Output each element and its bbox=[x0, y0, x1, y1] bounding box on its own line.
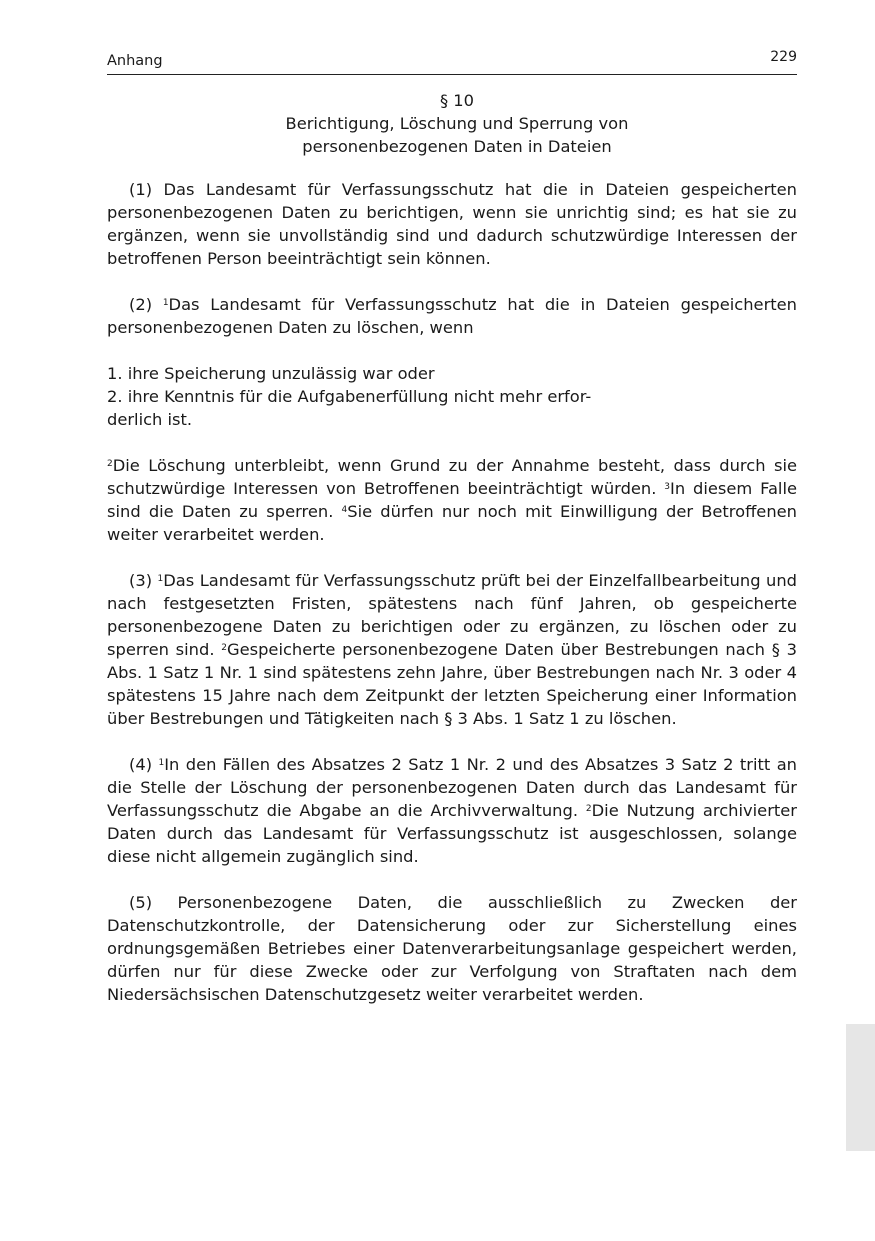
sentence-number: 1 bbox=[162, 298, 169, 308]
sentence-text: In diesem Falle sind die Daten zu sperren. bbox=[107, 479, 797, 521]
paragraph-number: § 10 bbox=[439, 91, 475, 110]
page-number: 229 bbox=[770, 49, 797, 65]
thumb-index-tab bbox=[846, 1024, 875, 1151]
body-text bbox=[107, 178, 797, 1029]
absatz-number: (4) bbox=[129, 755, 159, 774]
sentence-text: Die Löschung unterbleibt, wenn Grund zu der Annahme besteht, dass durch sie schutzwürdige Interessen von Betroffenen beeinträchtigt würden. bbox=[107, 456, 797, 498]
sentence-number: 4 bbox=[341, 505, 348, 515]
sentence-number: 2 bbox=[107, 459, 113, 469]
sentence-text: Die Nutzung archivierter Daten durch das Landesamt für Verfassungsschutz ist ausgeschlossen, solange diese nicht allgemein zugänglich sind. bbox=[107, 801, 797, 866]
heading-line-2: personenbezogenen Daten in Dateien bbox=[302, 137, 612, 156]
running-header bbox=[107, 49, 797, 75]
absatz-1: (1) Das Landesamt für Verfassungsschutz hat die in Dateien gespeicherten personenbezogenen Daten zu berichtigen, wenn sie unrichtig sind; es hat sie zu ergänzen, wenn sie unvollständig sind und dadurch schutzwürdige Interessen der betroffenen Person beeinträchtigt sein können. bbox=[107, 180, 797, 268]
sentence-number: 1 bbox=[157, 574, 164, 584]
heading-line-1: Berichtigung, Löschung und Sperrung von bbox=[285, 114, 629, 133]
list-item: derlich ist. bbox=[107, 410, 193, 429]
sentence-text: Das Landesamt für Verfassungsschutz hat die in Dateien gespeicherten personenbezogenen Daten zu löschen, wenn bbox=[107, 295, 797, 337]
list-item: 2. ihre Kenntnis für die Aufgabenerfüllung nicht mehr erfor- bbox=[107, 387, 592, 406]
absatz-4 bbox=[107, 753, 797, 868]
absatz-2-continuation bbox=[107, 454, 797, 546]
sentence-number: 3 bbox=[664, 482, 671, 492]
sentence-text: Sie dürfen nur noch mit Einwilligung der Betroffenen weiter verarbeitet werden. bbox=[107, 502, 797, 544]
absatz-2-intro bbox=[107, 293, 797, 339]
sentence-text: Das Landesamt für Verfassungsschutz prüft bei der Einzelfallbearbeitung und nach festgesetzten Fristen, spätestens nach fünf Jahren, ob gespeicherte personenbezogene Daten zu berichtigen oder zu ergänzen, zu löschen oder zu sperren sind. bbox=[107, 571, 797, 659]
sentence-number: 1 bbox=[158, 758, 165, 768]
sentence-text: Gespeicherte personenbezogene Daten über Bestrebungen nach § 3 Abs. 1 Satz 1 Nr. 1 sind spätestens zehn Jahre, über Bestrebungen nach Nr. 3 oder 4 spätestens 15 Jahre nach dem Zeitpunkt der letzten Speicherung einer Information über Bestrebungen und Tätigkeiten nach § 3 Abs. 1 Satz 1 zu löschen. bbox=[107, 640, 797, 728]
sentence-number: 2 bbox=[585, 804, 592, 814]
section-label: Anhang bbox=[107, 53, 163, 69]
absatz-5: (5) Personenbezogene Daten, die ausschließlich zu Zwecken der Datenschutzkontrolle, der Datensicherung oder zur Sicherstellung eines ordnungsgemäßen Betriebes einer Datenverarbeitungsanlage gespeichert werden, dürfen nur für diese Zwecke oder zur Verfolgung von Straftaten nach dem Niedersächsischen Datenschutzgesetz weiter verarbeitet werden. bbox=[107, 893, 797, 1004]
absatz-number: (3) bbox=[129, 571, 158, 590]
absatz-3 bbox=[107, 569, 797, 730]
section-heading bbox=[107, 89, 797, 158]
sentence-number: 2 bbox=[221, 643, 227, 653]
absatz-number: (2) bbox=[129, 295, 163, 314]
list-item: 1. ihre Speicherung unzulässig war oder bbox=[107, 364, 435, 383]
sentence-text: In den Fällen des Absatzes 2 Satz 1 Nr. 2 und des Absatzes 3 Satz 2 tritt an die Stelle der Löschung der personenbezogenen Daten durch das Landesamt für Verfassungsschutz die Abgabe an die Archivverwaltung. bbox=[107, 755, 797, 820]
condition-list bbox=[107, 362, 797, 431]
